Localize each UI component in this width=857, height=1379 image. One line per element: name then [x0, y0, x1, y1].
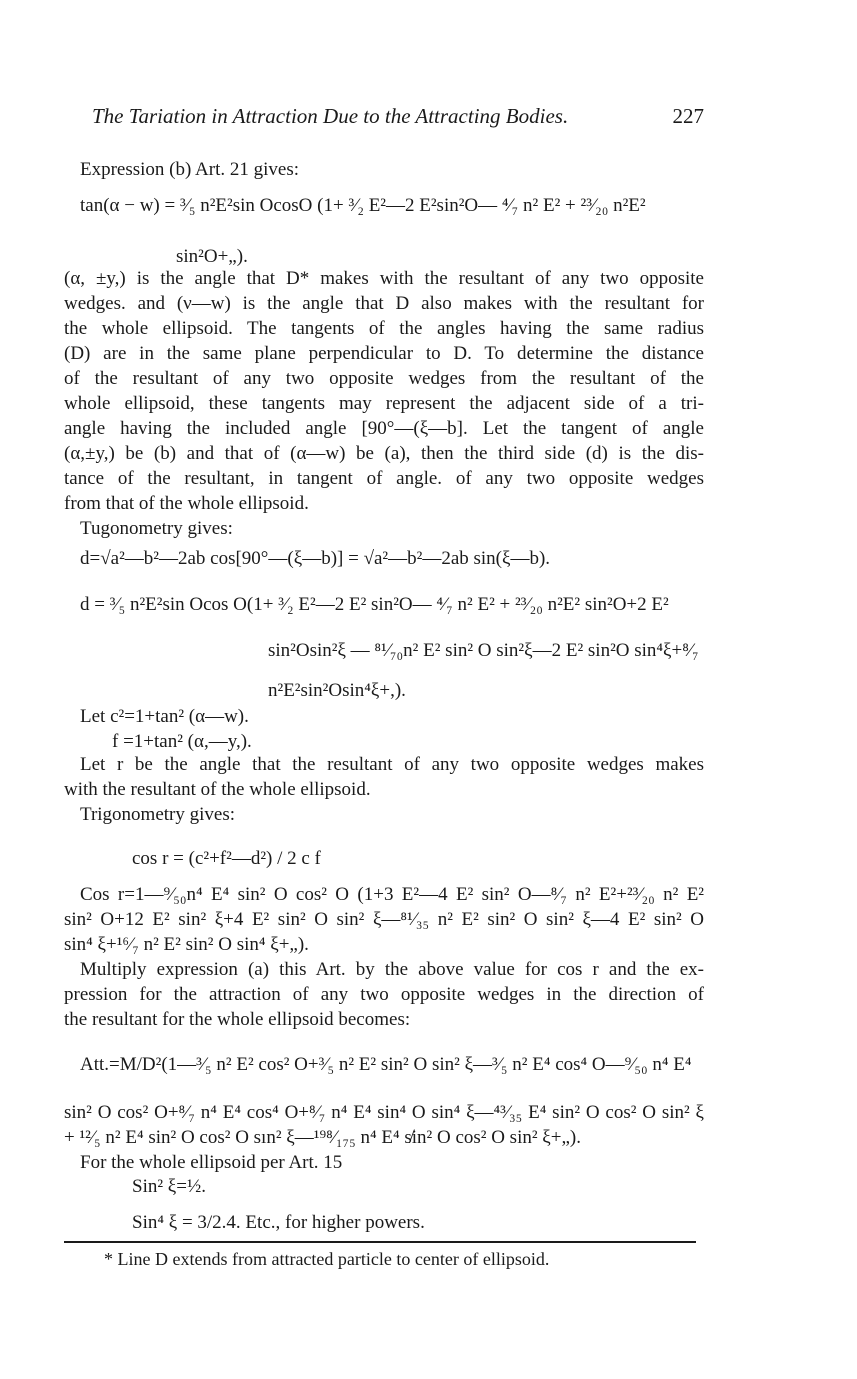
text-line: sin² O+12 E² sin² ξ+4 E² sin² O sin² ξ—⁸¹⁄₃₅ n² E² sin² O sin² ξ—4 E² sin² O	[64, 909, 704, 930]
text-line: sin² O cos² O+⁸⁄₇ n⁴ E⁴ cos⁴ O+⁸⁄₇ n⁴ E⁴ sin⁴ O sin⁴ ξ—⁴³⁄₃₅ E⁴ sin² O cos² O sin² ξ	[64, 1102, 704, 1123]
trig-heading-2: Trigonometry gives:	[80, 804, 235, 825]
running-header	[92, 104, 704, 129]
attraction-equation: Att.=M/D²(1—³⁄₅ n² E² cos² O+³⁄₅ n² E² sin² O sin² ξ—³⁄₅ n² E⁴ cos⁴ O—⁹⁄₅₀ n⁴ E⁴	[80, 1054, 692, 1075]
f-definition: f =1+tan² (α,—y,).	[112, 731, 252, 752]
text-line: tance of the resultant, in tangent of angle. of any two opposite wedges	[64, 468, 704, 489]
text-line: the whole ellipsoid. The tangents of the angles having the same radius	[64, 318, 704, 339]
text-line: Let r be the angle that the resultant of any two opposite wedges makes	[80, 754, 704, 775]
expression-intro: Expression (b) Art. 21 gives:	[80, 159, 300, 180]
text-line: (D) are in the same plane perpendicular to D. To determine the distance	[64, 343, 704, 364]
text-line: from that of the whole ellipsoid.	[64, 493, 309, 514]
d-root-equation: d=√a²—b²—2ab cos[90°—(ξ—b)] = √a²—b²—2ab sin(ξ—b).	[80, 548, 551, 569]
text-line: sin⁴ ξ+¹⁶⁄₇ n² E² sin² O sin⁴ ξ+„).	[64, 934, 309, 955]
footnote-rule	[64, 1241, 696, 1243]
text-line: angle having the included angle [90°—(ξ—b]. Let the tangent of angle	[64, 418, 704, 439]
footnote: * Line D extends from attracted particle to center of ellipsoid.	[104, 1249, 550, 1269]
page-number: 227	[672, 104, 704, 128]
d-equation-end: n²E²sin²Osin⁴ξ+,).	[268, 680, 406, 701]
text-line: + ¹²⁄₅ n² E⁴ sin² O cos² O sın² ξ—¹⁹⁸⁄₁₇₅ n⁴ E⁴ s̸in² O cos² O sin² ξ+„).	[64, 1127, 581, 1148]
cos-r-formula: cos r = (c²+f²—d²) / 2 c f	[132, 848, 321, 869]
whole-ellipsoid-heading: For the whole ellipsoid per Art. 15	[80, 1152, 343, 1173]
text-line: Cos r=1—⁹⁄₅₀n⁴ E⁴ sin² O cos² O (1+3 E²—4 E² sin² O—⁸⁄₇ n² E²+²³⁄₂₀ n² E²	[80, 884, 704, 905]
tan-equation-continued: sin²O+„).	[176, 246, 248, 267]
text-line: Multiply expression (a) this Art. by the above value for cos r and the ex-	[80, 959, 704, 980]
text-line: pression for the attraction of any two opposite wedges in the direction of	[64, 984, 704, 1005]
page-title: The Tariation in Attraction Due to the Attracting Bodies.	[92, 104, 569, 128]
text-line: (α, ±y,) is the angle that D* makes with the resultant of any two opposite	[64, 268, 704, 289]
tan-equation: tan(α − w) = ³⁄₅ n²E²sin OcosO (1+ ³⁄₂ E²—2 E²sin²O— ⁴⁄₇ n² E² + ²³⁄₂₀ n²E²	[80, 195, 646, 216]
c-definition: Let c²=1+tan² (α—w).	[80, 706, 249, 727]
text-line: wedges. and (ν—w) is the angle that D also makes with the resultant for	[64, 293, 704, 314]
text-line: (α,±y,) be (b) and that of (α—w) be (a), then the third side (d) is the dis-	[64, 443, 704, 464]
sin4-value: Sin⁴ ξ = 3/2.4. Etc., for higher powers.	[132, 1212, 425, 1233]
d-equation: d = ³⁄₅ n²E²sin Ocos O(1+ ³⁄₂ E²—2 E² sin²O— ⁴⁄₇ n² E² + ²³⁄₂₀ n²E² sin²O+2 E²	[80, 594, 669, 615]
text-line: whole ellipsoid, these tangents may represent the adjacent side of a tri-	[64, 393, 704, 414]
text-line: with the resultant of the whole ellipsoid.	[64, 779, 371, 800]
d-equation-continued: sin²Osin²ξ — ⁸¹⁄₇₀n² E² sin² O sin²ξ—2 E² sin²O sin⁴ξ+⁸⁄₇	[268, 640, 699, 661]
text-line: of the resultant of any two opposite wedges from the resultant of the	[64, 368, 704, 389]
trig-heading: Tugonometry gives:	[80, 518, 233, 539]
sin2-value: Sin² ξ=½.	[132, 1176, 206, 1197]
text-line: the resultant for the whole ellipsoid becomes:	[64, 1009, 411, 1030]
